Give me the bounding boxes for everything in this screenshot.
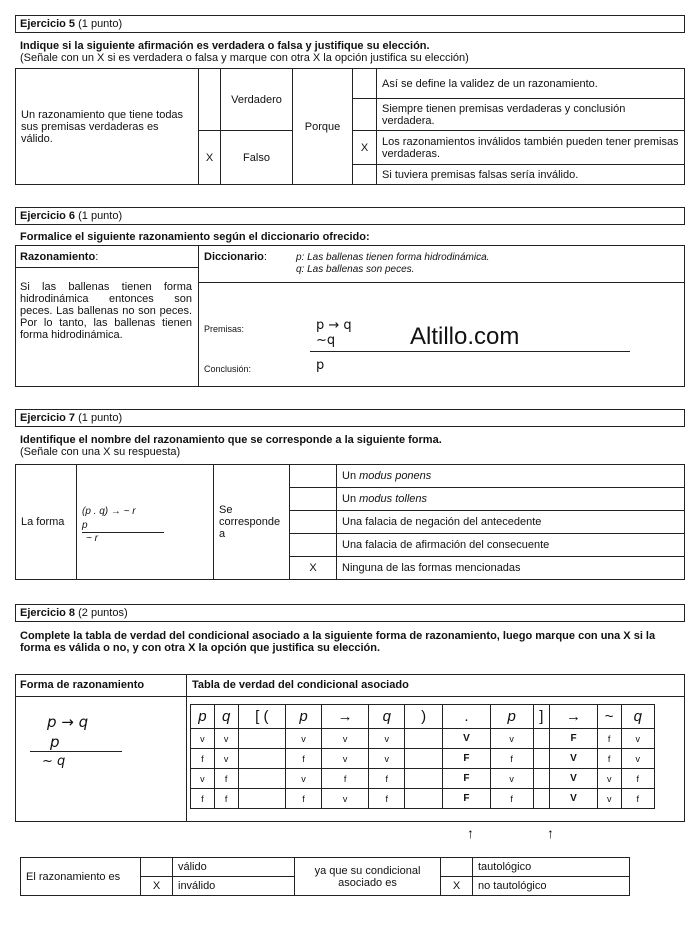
tt-head: p xyxy=(286,705,322,729)
ex6-conclusion[interactable]: p xyxy=(316,358,325,373)
ex5-true-label: Verdadero xyxy=(221,69,293,131)
ex5-reason-text: Así se define la validez de un razonamiento. xyxy=(377,69,685,99)
tt-cell[interactable]: v xyxy=(191,769,215,789)
ex5-reason-text: Siempre tienen premisas verdaderas y conclusión verdadera. xyxy=(377,99,685,131)
ex8-valido-label: válido xyxy=(173,858,295,877)
tt-cell[interactable]: v xyxy=(369,729,405,749)
ex5-question: Indique si la siguiente afirmación es verdadera o falsa y justifique su elección. xyxy=(20,40,430,52)
ex7-points: (1 punto) xyxy=(78,412,123,424)
ex5-instruction: (Señale con un X si es verdadera o falsa y marque con otra X la opción justifica su elección) xyxy=(20,52,469,64)
tt-cell[interactable]: f xyxy=(621,789,654,809)
ex5-reason-text: Los razonamientos inválidos también pueden tener premisas verdaderas. xyxy=(377,131,685,165)
ex5-statement xyxy=(20,40,469,64)
tt-cell[interactable]: f xyxy=(286,749,322,769)
ex7-option-text: Ninguna de las formas mencionadas xyxy=(337,557,685,580)
tt-cell[interactable] xyxy=(238,749,286,769)
tt-row xyxy=(191,749,655,769)
ex6-premisa-2[interactable]: ~q xyxy=(316,333,336,348)
ex7-option-text-pre: Un xyxy=(342,470,360,482)
tt-cell[interactable]: v xyxy=(286,769,322,789)
ex8-answer-table xyxy=(20,857,630,896)
tt-cell[interactable] xyxy=(533,749,550,769)
ex7-option-text: Una falacia de afirmación del consecuente xyxy=(337,534,685,557)
tt-cell[interactable] xyxy=(533,789,550,809)
ex8-form-line3: ~ q xyxy=(42,754,66,769)
ex5-true-mark[interactable] xyxy=(199,69,221,131)
tt-cell[interactable]: v xyxy=(214,749,238,769)
tt-row xyxy=(191,769,655,789)
tt-head: [ ( xyxy=(238,705,286,729)
ex5-points: (1 punto) xyxy=(78,18,123,30)
tt-cell[interactable]: f xyxy=(191,749,215,769)
ex5-reason-text: Si tuviera premisas falsas sería inválido. xyxy=(377,165,685,185)
tt-head: q xyxy=(369,705,405,729)
ex7-header xyxy=(15,409,685,427)
tt-cell[interactable]: v xyxy=(321,749,369,769)
ex6-diccionario-colon: : xyxy=(263,251,267,263)
ex7-option-mark[interactable]: X xyxy=(290,557,337,580)
ex8-header xyxy=(15,604,685,622)
tt-head: p xyxy=(191,705,215,729)
arrow-up-icon: ↑ xyxy=(467,825,474,841)
truth-table xyxy=(190,704,655,809)
tt-cell[interactable]: V xyxy=(443,729,491,749)
tt-cell[interactable] xyxy=(238,729,286,749)
ex7-form-line2: p xyxy=(82,520,164,533)
ex6-diccionario-heading xyxy=(204,251,267,263)
ex7-table xyxy=(15,464,685,580)
tt-cell[interactable]: V xyxy=(550,769,598,789)
ex6-watermark: Altillo.com xyxy=(410,323,520,350)
tt-cell[interactable]: f xyxy=(191,789,215,809)
ex8-points: (2 puntos) xyxy=(78,607,128,619)
tt-cell[interactable]: v xyxy=(286,729,322,749)
tt-head: p xyxy=(490,705,533,729)
ex6-dict-p: p: Las ballenas tienen forma hidrodinámica. xyxy=(296,252,490,263)
tt-cell[interactable]: f xyxy=(597,729,621,749)
tt-cell[interactable]: v xyxy=(490,769,533,789)
ex7-option-mark[interactable] xyxy=(290,534,337,557)
ex7-form xyxy=(77,465,214,580)
ex6-premisas-label: Premisas: xyxy=(204,324,245,334)
ex7-option-mark[interactable] xyxy=(290,511,337,534)
tt-cell[interactable] xyxy=(238,789,286,809)
ex6-premisa-1[interactable]: p → q xyxy=(316,318,352,333)
tt-cell[interactable]: v xyxy=(191,729,215,749)
ex7-option-text-em: modus tollens xyxy=(359,493,427,505)
ex7-title: Ejercicio 7 xyxy=(20,412,76,424)
tt-row xyxy=(191,789,655,809)
tt-head: ) xyxy=(405,705,443,729)
ex6-points: (1 punto) xyxy=(78,210,123,222)
tt-cell[interactable]: F xyxy=(443,749,491,769)
tt-head: q xyxy=(214,705,238,729)
ex6-diccionario-label: Diccionario xyxy=(204,251,264,263)
ex8-tautologico-mark[interactable] xyxy=(441,858,473,877)
tt-cell[interactable]: f xyxy=(214,769,238,789)
tt-cell[interactable]: f xyxy=(286,789,322,809)
tt-cell[interactable]: f xyxy=(369,769,405,789)
tt-head: → xyxy=(550,705,598,729)
ex7-question: Identifique el nombre del razonamiento que se corresponde a la siguiente forma. xyxy=(20,434,442,446)
tt-cell[interactable]: v xyxy=(321,789,369,809)
tt-cell[interactable]: F xyxy=(550,729,598,749)
ex6-title: Ejercicio 6 xyxy=(20,210,76,222)
tt-cell[interactable]: v xyxy=(621,749,654,769)
ex5-false-label: Falso xyxy=(221,131,293,185)
tt-cell[interactable] xyxy=(405,769,443,789)
ex8-razonamiento-es: El razonamiento es xyxy=(21,858,141,896)
tt-cell[interactable] xyxy=(238,769,286,789)
ex5-affirmation: Un razonamiento que tiene todas sus premisas verdaderas es válido. xyxy=(16,69,199,185)
ex7-form-line3: ~ r xyxy=(86,532,98,544)
tt-head: . xyxy=(443,705,491,729)
tt-head: ~ xyxy=(597,705,621,729)
tt-cell[interactable]: V xyxy=(550,789,598,809)
tt-cell[interactable] xyxy=(533,729,550,749)
ex6-razonamiento-heading xyxy=(20,251,98,263)
ex6-razonamiento-text: Si las ballenas tienen forma hidrodinámica entonces son peces. Las ballenas no son peces. Por lo tanto, las ballenas tienen forma hidrodinámica. xyxy=(20,281,192,341)
tt-cell[interactable]: v xyxy=(597,789,621,809)
tt-cell[interactable]: v xyxy=(490,729,533,749)
tt-cell[interactable]: v xyxy=(597,769,621,789)
ex8-tabla-label: Tabla de verdad del condicional asociado xyxy=(192,679,409,691)
tt-cell[interactable]: V xyxy=(550,749,598,769)
ex6-dict-q: q: Las ballenas son peces. xyxy=(296,264,415,275)
ex8-form-line1: p → q xyxy=(47,713,89,731)
ex5-reason-mark[interactable]: X xyxy=(353,131,377,165)
ex7-option-text-em: modus ponens xyxy=(359,470,432,482)
tt-head: ] xyxy=(533,705,550,729)
ex8-valido-mark[interactable] xyxy=(141,858,173,877)
ex8-question: Complete la tabla de verdad del condicional asociado a la siguiente forma de razonamiento, luego marque con una X si la forma es válida o no, y con otra X la opción que justifica su elección. xyxy=(20,630,656,654)
ex6-header xyxy=(15,207,685,225)
ex6-razonamiento-colon: : xyxy=(95,251,99,263)
tt-cell[interactable]: v xyxy=(321,729,369,749)
ex8-title: Ejercicio 8 xyxy=(20,607,76,619)
tt-cell[interactable] xyxy=(405,729,443,749)
ex5-reason-mark[interactable] xyxy=(353,69,377,99)
ex5-header xyxy=(15,15,685,33)
ex7-option-mark[interactable] xyxy=(290,488,337,511)
tt-head: q xyxy=(621,705,654,729)
tt-cell[interactable]: f xyxy=(321,769,369,789)
ex7-form-line1: (p . q) → ~ r xyxy=(82,505,136,517)
tt-cell[interactable]: F xyxy=(443,769,491,789)
ex7-statement xyxy=(20,434,442,458)
tt-cell[interactable]: f xyxy=(621,769,654,789)
ex7-option-text xyxy=(337,465,685,488)
ex7-se-corresponde: Se corresponde a xyxy=(214,465,290,580)
tt-cell[interactable]: v xyxy=(214,729,238,749)
tt-cell[interactable]: f xyxy=(490,749,533,769)
tt-row xyxy=(191,729,655,749)
tt-cell[interactable]: f xyxy=(597,749,621,769)
ex5-reason-mark[interactable] xyxy=(353,99,377,131)
ex7-option-text: Una falacia de negación del antecedente xyxy=(337,511,685,534)
ex7-option-mark[interactable] xyxy=(290,465,337,488)
ex6-razonamiento-label: Razonamiento xyxy=(20,251,96,263)
ex7-option-text-pre: Un xyxy=(342,493,360,505)
ex7-instruction: (Señale con una X su respuesta) xyxy=(20,446,181,458)
tt-cell[interactable] xyxy=(533,769,550,789)
ex8-no-tautologico-mark[interactable]: X xyxy=(441,877,473,896)
ex8-invalido-label: inválido xyxy=(173,877,295,896)
ex7-la-forma: La forma xyxy=(16,465,77,580)
ex5-porque: Porque xyxy=(293,69,353,185)
ex6-conclusion-label: Conclusión: xyxy=(204,364,252,374)
tt-cell[interactable]: F xyxy=(443,789,491,809)
ex8-ya-que: ya que su condicional asociado es xyxy=(295,858,441,896)
ex8-tautologico-label: tautológico xyxy=(473,858,630,877)
ex8-invalido-mark[interactable]: X xyxy=(141,877,173,896)
ex7-option-text xyxy=(337,488,685,511)
arrow-up-icon: ↑ xyxy=(547,825,554,841)
tt-cell[interactable]: f xyxy=(369,789,405,809)
tt-cell[interactable]: f xyxy=(214,789,238,809)
ex5-title: Ejercicio 5 xyxy=(20,18,76,30)
ex5-reason-mark[interactable] xyxy=(353,165,377,185)
tt-cell[interactable]: v xyxy=(369,749,405,769)
ex5-false-mark[interactable]: X xyxy=(199,131,221,185)
tt-cell[interactable] xyxy=(405,789,443,809)
tt-cell[interactable]: f xyxy=(490,789,533,809)
ex8-forma-label: Forma de razonamiento xyxy=(20,679,145,691)
ex6-question: Formalice el siguiente razonamiento según el diccionario ofrecido: xyxy=(20,231,370,243)
ex8-no-tautologico-label: no tautológico xyxy=(473,877,630,896)
ex8-form-line2: p xyxy=(50,733,60,751)
ex5-table xyxy=(15,68,685,185)
tt-cell[interactable] xyxy=(405,749,443,769)
tt-cell[interactable]: v xyxy=(621,729,654,749)
tt-head: → xyxy=(321,705,369,729)
